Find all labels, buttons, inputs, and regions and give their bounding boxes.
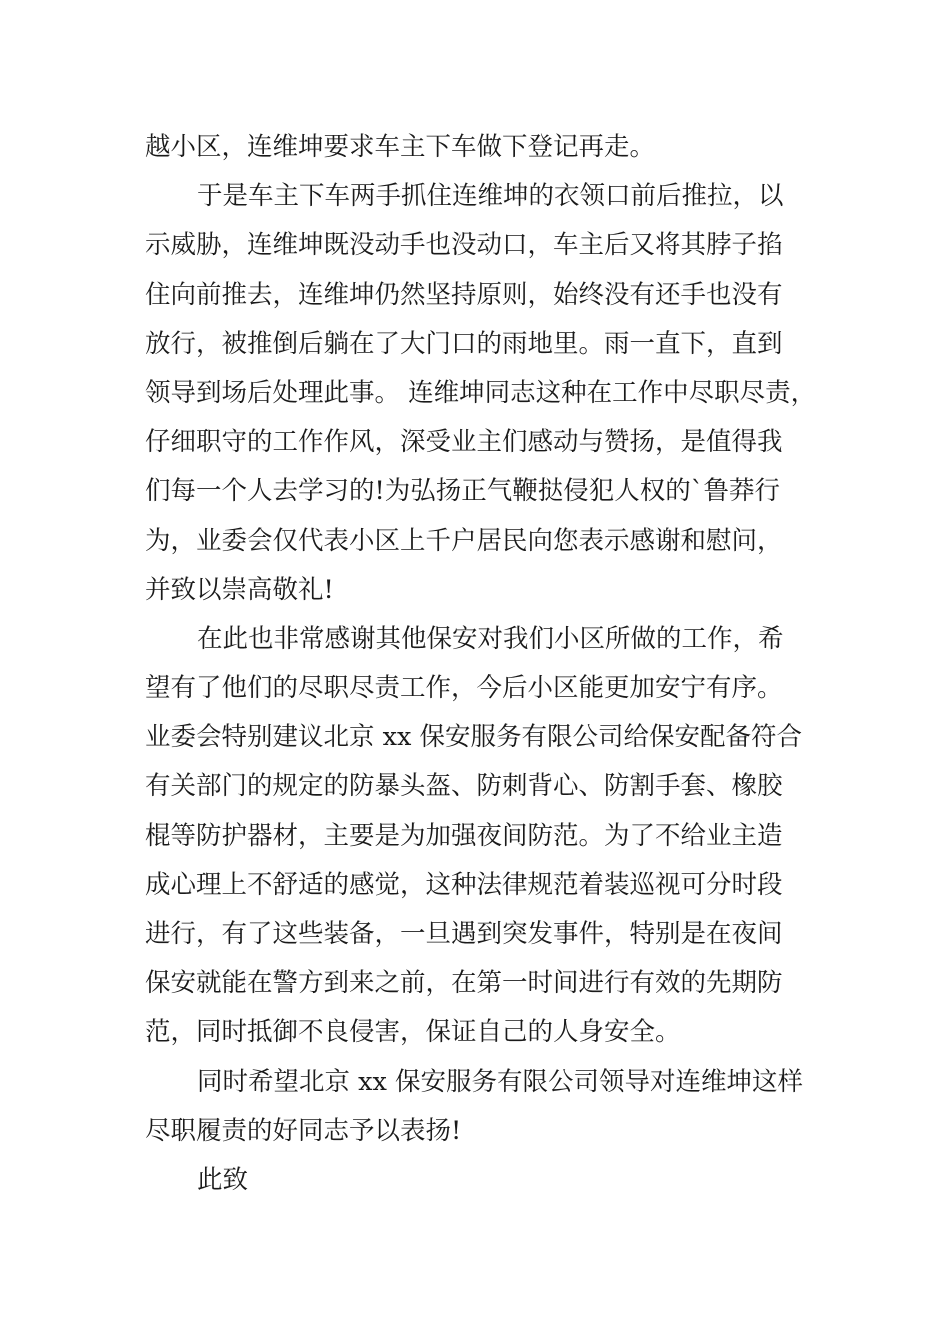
- text-line: 望有了他们的尽职尽责工作，今后小区能更加安宁有序。: [145, 673, 783, 704]
- closing-salutation: 此致: [197, 1164, 249, 1195]
- text-line: 进行，有了这些装备，一旦遇到突发事件，特别是在夜间: [145, 919, 783, 949]
- text-line: 范，同时抵御不良侵害，保证自己的人身安全。: [145, 1017, 681, 1048]
- text-line: 业委会特别建议北京 xx 保安服务有限公司给保安配备符合: [145, 722, 802, 753]
- text-line: 领导到场后处理此事。 连维坤同志这种在工作中尽职尽责，: [145, 377, 817, 408]
- text-line: 同时希望北京 xx 保安服务有限公司领导对连维坤这样: [197, 1066, 803, 1097]
- text-line: 为，业委会仅代表小区上千户居民向您表示感谢和慰问，: [145, 525, 783, 556]
- text-line: 们每一个人去学习的!为弘扬正气鞭挞侵犯人权的`鲁莽行: [145, 476, 780, 507]
- text-line: 在此也非常感谢其他保安对我们小区所做的工作，希: [197, 623, 784, 654]
- text-line: 并致以崇高敬礼!: [145, 574, 334, 605]
- text-line: 住向前推去，连维坤仍然坚持原则，始终没有还手也没有: [145, 279, 783, 310]
- letter-body: [145, 123, 815, 1205]
- text-line: 越小区，连维坤要求车主下车做下登记再走。: [145, 132, 656, 162]
- text-line: 有关部门的规定的防暴头盔、防刺背心、防割手套、橡胶: [145, 771, 783, 802]
- text-line: 棍等防护器材，主要是为加强夜间防范。为了不给业主造: [145, 820, 783, 851]
- text-line: 示威胁，连维坤既没动手也没动口，车主后又将其脖子掐: [145, 230, 783, 261]
- text-line: 仔细职守的工作作风，深受业主们感动与赞扬，是值得我: [145, 427, 783, 458]
- text-line: 成心理上不舒适的感觉，这种法律规范着装巡视可分时段: [145, 869, 783, 900]
- text-line: 尽职履责的好同志予以表扬!: [145, 1115, 462, 1146]
- text-line: 放行，被推倒后躺在了大门口的雨地里。雨一直下，直到: [145, 328, 783, 359]
- text-line: 于是车主下车两手抓住连维坤的衣领口前后推拉，以: [197, 181, 784, 212]
- text-line: 保安就能在警方到来之前，在第一时间进行有效的先期防: [145, 968, 783, 999]
